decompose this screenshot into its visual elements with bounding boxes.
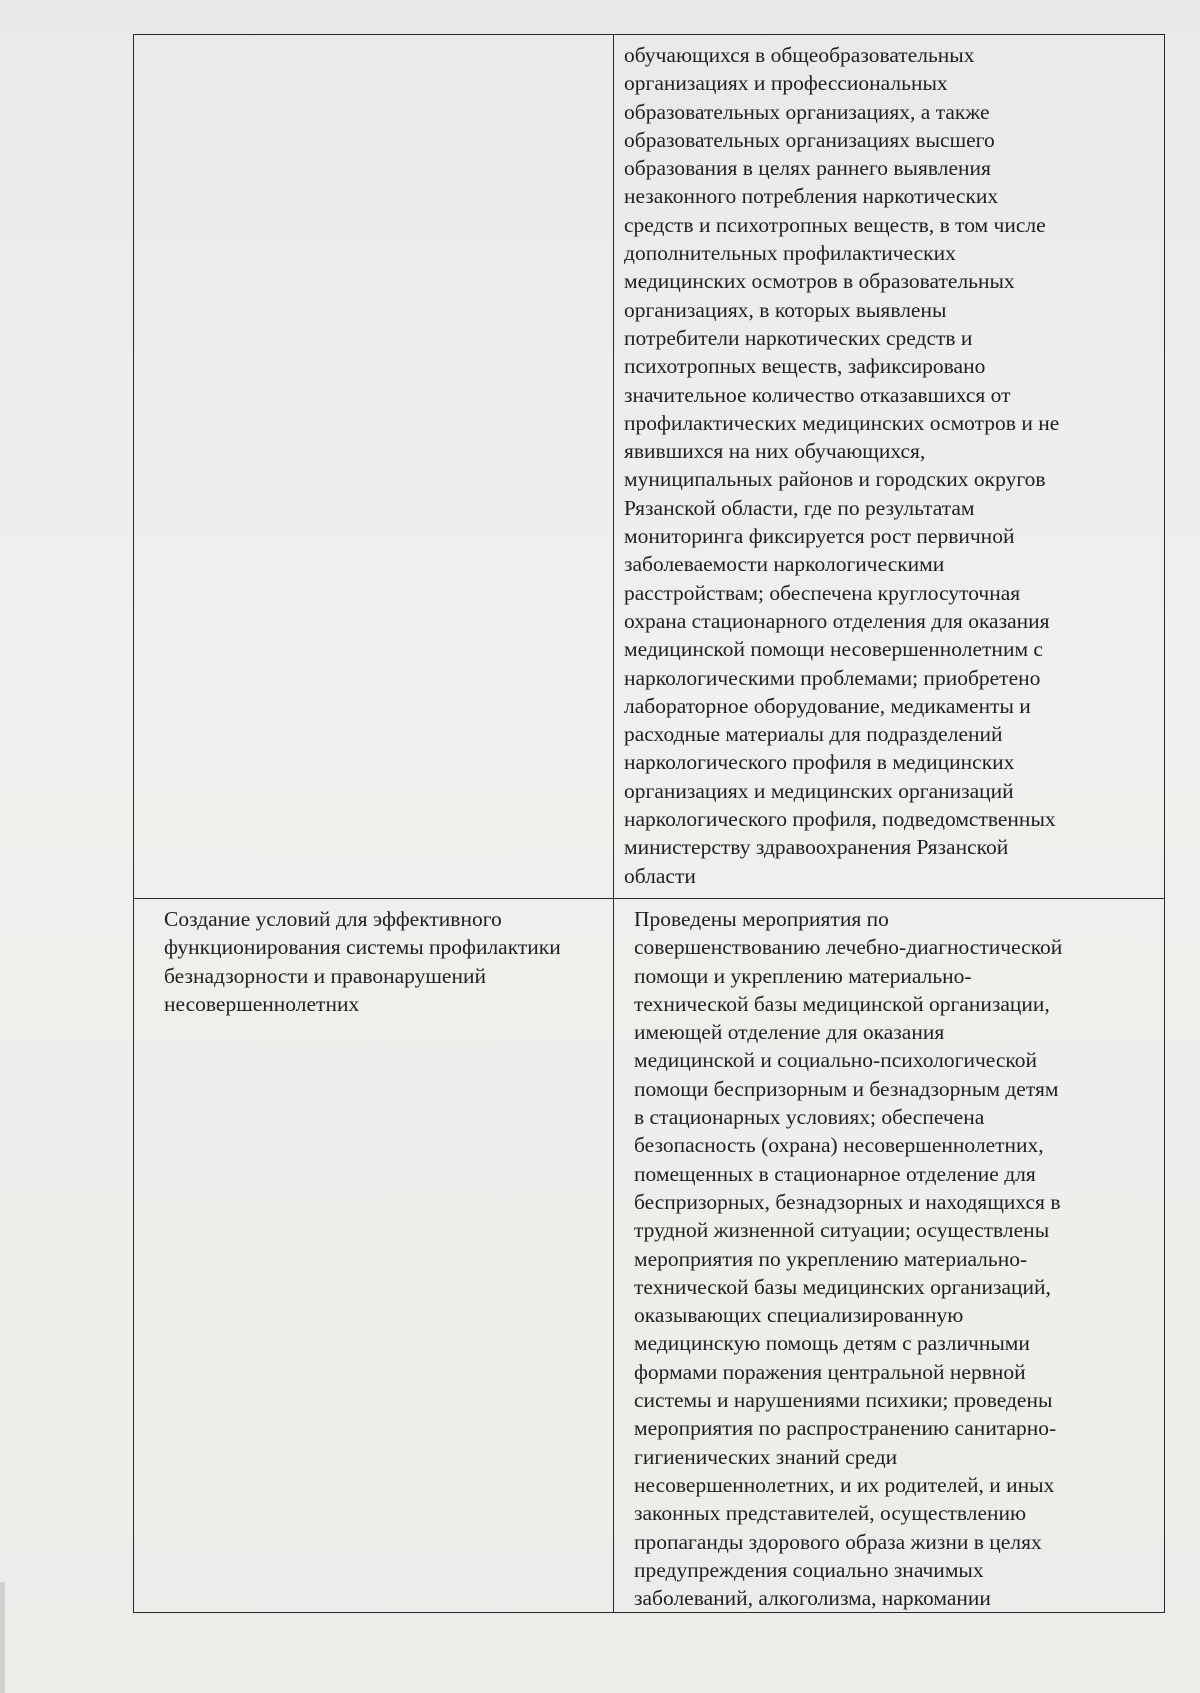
table-row xyxy=(134,899,1165,1613)
cell-text-result: обучающихся в общеобразовательных организациях и профессиональных образовательных организациях, а также образовательных организациях высшего образования в целях раннего выявления незаконного потребления наркотических средств и психотропных веществ, в том числе дополнительных профилактических медицинских осмотров в образовательных организациях, в которых выявлены потребители наркотических средств и психотропных веществ, зафиксировано значительное количество отказавшихся от профилактических медицинских осмотров и не явившихся на них обучающихся, муниципальных районов и городских округов Рязанской области, где по результатам мониторинга фиксируется рост первичной заболеваемости наркологическими расстройствам; обеспечена круглосуточная охрана стационарного отделения для оказания медицинской помощи несовершеннолетним с наркологическими проблемами; приобретено лабораторное оборудование, медикаменты и расходные материалы для подразделений наркологического профиля в медицинских организациях и медицинских организаций наркологического профиля, подведомственных министерству здравоохранения Рязанской области xyxy=(624,43,1060,888)
document-table xyxy=(133,34,1165,1613)
cell-text-result: Проведены мероприятия по совершенствованию лечебно-диагностической помощи и укреплению материально- технической базы медицинской организации, имеющей отделение для оказания медицинской и социально-психологической помощи беспризорным и безнадзорным детям в стационарных условиях; обеспечена безопасность (охрана) несовершеннолетних, помещенных в стационарное отделение для беспризорных, безнадзорных и находящихся в трудной жизненной ситуации; осуществлены мероприятия по укреплению материально- технической базы медицинских организаций, оказывающих специализированную медицинскую помощь детям с различными формами поражения центральной нервной системы и нарушениями психики; проведены мероприятия по распространению санитарно- гигиенических знаний среди несовершеннолетних, и их родителей, и иных законных представителей, осуществлению пропаганды здорового образа жизни в целях предупреждения социально значимых заболеваний, алкоголизма, наркомании xyxy=(634,907,1063,1611)
scan-edge-shadow xyxy=(0,1582,5,1693)
table-cell-result xyxy=(614,35,1165,899)
table-row xyxy=(134,35,1165,899)
table-cell-result xyxy=(614,899,1165,1613)
cell-text-task: Создание условий для эффективного функционирования системы профилактики безнадзорности и правонарушений несовершеннолетних xyxy=(164,907,561,1016)
table-cell-task xyxy=(134,899,614,1613)
table-cell-task xyxy=(134,35,614,899)
